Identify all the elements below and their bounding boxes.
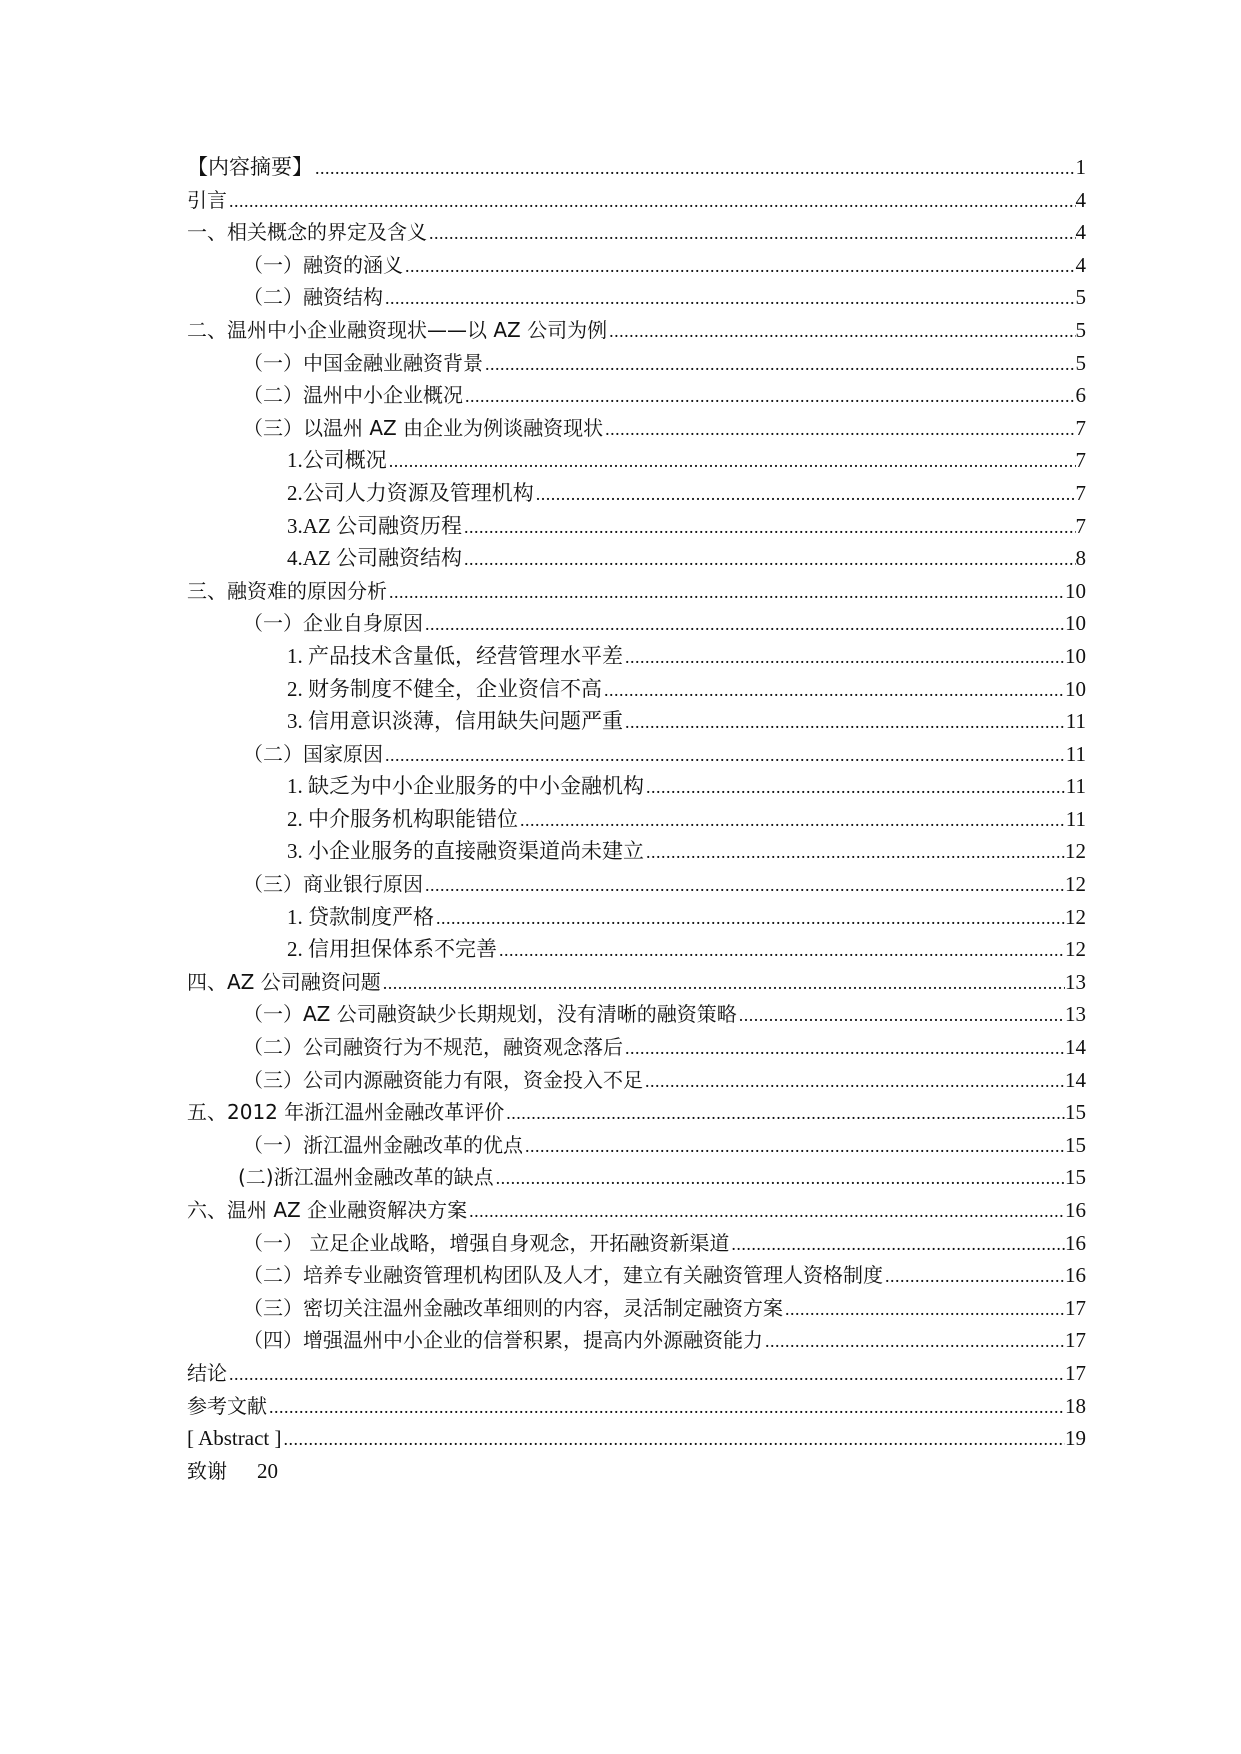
toc-entry-page-number: 15: [1065, 1165, 1086, 1190]
toc-entry[interactable]: [187, 1064, 1086, 1097]
dot-leader: [883, 1260, 1065, 1293]
toc-entry[interactable]: [187, 216, 1086, 249]
dot-leader: [644, 836, 1065, 869]
toc-entry-title: 二、温州中小企业融资现状——以 AZ 公司为例: [187, 317, 608, 342]
dot-leader: [467, 1195, 1065, 1228]
toc-entry-title: 【内容摘要】: [187, 155, 313, 179]
toc-entry-page-number: 4: [1075, 252, 1086, 277]
toc-entry-title: 引言: [187, 187, 227, 212]
dot-leader: [383, 739, 1066, 772]
toc-entry-title: [ Abstract ]: [187, 1426, 282, 1451]
dot-leader: [423, 608, 1065, 641]
toc-entry-page-number: 7: [1075, 415, 1086, 440]
dot-leader: [623, 641, 1065, 674]
toc-entry-page-number: 6: [1075, 383, 1086, 408]
toc-entry-title: 一、相关概念的界定及含义: [187, 220, 427, 245]
dot-leader: [602, 674, 1065, 707]
toc-entry[interactable]: [187, 705, 1086, 738]
dot-leader: [534, 478, 1076, 511]
dot-leader: [607, 315, 1075, 348]
toc-entry[interactable]: [187, 379, 1086, 412]
toc-entry[interactable]: [187, 281, 1086, 314]
toc-entry-page-number: 1: [1075, 155, 1086, 179]
toc-entry-title: （二）融资结构: [243, 285, 383, 310]
toc-entry-page-number: 4: [1075, 187, 1086, 212]
toc-entry[interactable]: [187, 1129, 1086, 1162]
toc-entry-page-number: 5: [1075, 285, 1086, 310]
toc-entry-page-number: 17: [1065, 1328, 1086, 1353]
toc-entry-title: （二）国家原因: [243, 741, 383, 766]
toc-entry-title: （四）增强温州中小企业的信誉积累，提高内外源融资能力: [243, 1328, 763, 1353]
toc-entry[interactable]: [187, 314, 1086, 347]
toc-entry[interactable]: [187, 1096, 1086, 1129]
dot-leader: [623, 1032, 1065, 1065]
toc-entry[interactable]: [187, 412, 1086, 445]
dot-leader: [623, 706, 1066, 739]
toc-entry-title: （二）温州中小企业概况: [243, 383, 463, 408]
toc-entry-page-number: 11: [1065, 774, 1086, 799]
dot-leader: [729, 1228, 1065, 1261]
toc-entry[interactable]: [187, 1227, 1086, 1260]
toc-entry-page-number: 12: [1065, 872, 1086, 897]
toc-entry[interactable]: [187, 933, 1086, 966]
toc-entry[interactable]: [187, 151, 1086, 184]
toc-entry-acknowledgements[interactable]: [187, 1455, 1086, 1488]
dot-leader: [497, 934, 1065, 967]
toc-entry-page-number: 10: [1065, 578, 1086, 603]
toc-entry-page-number: 12: [1065, 937, 1086, 962]
toc-entry[interactable]: [187, 184, 1086, 217]
toc-entry-title: 2.公司人力资源及管理机构: [287, 480, 534, 505]
dot-leader: [504, 1097, 1065, 1130]
toc-entry-page-number: 20: [257, 1458, 278, 1483]
toc-entry-page-number: 19: [1065, 1426, 1086, 1451]
toc-entry[interactable]: [187, 477, 1086, 510]
toc-entry-page-number: 15: [1065, 1132, 1086, 1157]
toc-entry-title: （三）商业银行原因: [243, 872, 423, 897]
dot-leader: [644, 771, 1066, 804]
toc-entry-title: （一）浙江温州金融改革的优点: [243, 1132, 523, 1157]
toc-entry[interactable]: [187, 1422, 1086, 1455]
dot-leader: [603, 413, 1075, 446]
toc-entry[interactable]: [187, 1031, 1086, 1064]
toc-entry-page-number: 10: [1065, 676, 1086, 701]
dot-leader: [763, 1325, 1065, 1358]
toc-entry-title: 六、温州 AZ 企业融资解决方案: [187, 1198, 468, 1222]
toc-entry-page-number: 14: [1065, 1067, 1086, 1092]
toc-entry[interactable]: [187, 510, 1086, 543]
toc-entry-title: 1. 缺乏为中小企业服务的中小金融机构: [287, 774, 644, 799]
toc-entry[interactable]: [187, 444, 1086, 477]
dot-leader: [227, 185, 1076, 218]
dot-leader: [434, 902, 1065, 935]
dot-leader: [387, 576, 1065, 609]
toc-entry-title: 1. 贷款制度严格: [287, 904, 434, 929]
toc-entry-page-number: 7: [1075, 448, 1086, 473]
toc-entry-title: 1. 产品技术含量低，经营管理水平差: [287, 643, 623, 668]
toc-entry-title: （一）企业自身原因: [243, 611, 423, 636]
toc-entry-title: （一）融资的涵义: [243, 252, 403, 277]
toc-entry-page-number: 13: [1065, 969, 1086, 994]
toc-entry-title: 4.AZ 公司融资结构: [287, 546, 462, 571]
toc-entry[interactable]: [187, 1259, 1086, 1292]
dot-leader: [403, 250, 1076, 283]
toc-entry-page-number: 5: [1075, 350, 1086, 375]
toc-entry-page-number: 5: [1075, 317, 1086, 342]
dot-leader: [518, 804, 1066, 837]
toc-entry[interactable]: [187, 1292, 1086, 1325]
toc-entry-page-number: 17: [1065, 1295, 1086, 1320]
toc-entry-title: 3. 信用意识淡薄，信用缺失问题严重: [287, 709, 623, 734]
toc-entry-page-number: 15: [1065, 1100, 1086, 1125]
toc-entry-page-number: 7: [1075, 513, 1086, 538]
toc-entry-title: 3.AZ 公司融资历程: [287, 513, 462, 538]
toc-entry[interactable]: [187, 607, 1086, 640]
toc-entry-page-number: 10: [1065, 611, 1086, 636]
dot-leader: [227, 1358, 1065, 1391]
toc-entry[interactable]: [187, 1161, 1086, 1194]
dot-leader: [523, 1130, 1065, 1163]
dot-leader: [281, 1423, 1065, 1456]
toc-entry[interactable]: [187, 673, 1086, 706]
toc-entry-title: 四、AZ 公司融资问题: [187, 969, 381, 994]
toc-entry-title: 五、2012 年浙江温州金融改革评价: [187, 1100, 505, 1125]
dot-leader: [381, 967, 1065, 1000]
dot-leader: [462, 511, 1076, 544]
toc-entry[interactable]: [187, 835, 1086, 868]
toc-entry[interactable]: [187, 640, 1086, 673]
toc-entry-page-number: 12: [1065, 839, 1086, 864]
toc-entry-title: 结论: [187, 1360, 227, 1385]
toc-entry-title: （二）公司融资行为不规范，融资观念落后: [243, 1035, 623, 1060]
toc-entry-title: 致谢: [187, 1458, 227, 1483]
toc-entry-title: 2. 财务制度不健全，企业资信不高: [287, 676, 602, 701]
toc-entry-title: 3. 小企业服务的直接融资渠道尚未建立: [287, 839, 644, 864]
toc-entry[interactable]: [187, 868, 1086, 901]
toc-entry[interactable]: [187, 803, 1086, 836]
toc-entry-page-number: 11: [1065, 709, 1086, 734]
dot-leader: [483, 348, 1076, 381]
dot-leader: [313, 152, 1076, 185]
toc-entry-page-number: 14: [1065, 1035, 1086, 1060]
dot-leader: [267, 1391, 1065, 1424]
dot-leader: [423, 869, 1065, 902]
toc-entry-page-number: 16: [1065, 1230, 1086, 1255]
dot-leader: [383, 282, 1076, 315]
toc-entry-title: （三）公司内源融资能力有限，资金投入不足: [243, 1067, 643, 1092]
toc-entry-page-number: 12: [1065, 904, 1086, 929]
dot-leader: [737, 999, 1065, 1032]
toc-entry-page-number: 17: [1065, 1360, 1086, 1385]
dot-leader: [463, 380, 1076, 413]
toc-entry[interactable]: [187, 347, 1086, 380]
toc-entry[interactable]: [187, 966, 1086, 999]
toc-entry-title: （三）密切关注温州金融改革细则的内容，灵活制定融资方案: [243, 1295, 783, 1320]
toc-entry-title: 1.公司概况: [287, 448, 387, 473]
toc-entry-page-number: 8: [1075, 546, 1086, 571]
toc-entry-title: （一）中国金融业融资背景: [243, 350, 483, 375]
toc-entry-page-number: 16: [1065, 1198, 1086, 1222]
toc-entry-page-number: 16: [1065, 1263, 1086, 1288]
toc-entry[interactable]: [187, 1194, 1086, 1227]
dot-leader: [494, 1162, 1065, 1195]
toc-entry-page-number: 4: [1075, 220, 1086, 245]
toc-entry-page-number: 10: [1065, 643, 1086, 668]
toc-entry-title: （一） 立足企业战略，增强自身观念，开拓融资新渠道: [243, 1230, 730, 1255]
toc-entry-title: (二)浙江温州金融改革的缺点: [238, 1165, 494, 1190]
toc-entry[interactable]: [187, 770, 1086, 803]
toc-entry-title: 三、融资难的原因分析: [187, 578, 387, 603]
toc-entry-title: （二）培养专业融资管理机构团队及人才，建立有关融资管理人资格制度: [243, 1263, 883, 1288]
toc-entry[interactable]: [187, 738, 1086, 771]
toc-entry-page-number: 13: [1065, 1002, 1086, 1027]
toc-entry[interactable]: [187, 542, 1086, 575]
dot-leader: [427, 217, 1076, 250]
toc-entry-page-number: 7: [1075, 480, 1086, 505]
table-of-contents: [187, 151, 1086, 1487]
dot-leader: [462, 543, 1076, 576]
toc-entry[interactable]: [187, 249, 1086, 282]
toc-entry[interactable]: [187, 1324, 1086, 1357]
toc-entry[interactable]: [187, 1390, 1086, 1423]
toc-entry-title: （一）AZ 公司融资缺少长期规划，没有清晰的融资策略: [243, 1002, 737, 1027]
dot-leader: [783, 1293, 1065, 1326]
toc-entry[interactable]: [187, 901, 1086, 934]
toc-entry-title: 参考文献: [187, 1393, 267, 1418]
toc-entry-title: 2. 信用担保体系不完善: [287, 937, 497, 962]
toc-entry-page-number: 11: [1065, 806, 1086, 831]
toc-entry-page-number: 11: [1065, 741, 1086, 766]
dot-leader: [643, 1065, 1065, 1098]
toc-entry[interactable]: [187, 1357, 1086, 1390]
toc-entry-page-number: 18: [1065, 1393, 1086, 1418]
toc-entry-title: 2. 中介服务机构职能错位: [287, 806, 518, 831]
toc-entry[interactable]: [187, 575, 1086, 608]
toc-entry[interactable]: [187, 998, 1086, 1031]
toc-entry-title: （三）以温州 AZ 由企业为例谈融资现状: [243, 415, 604, 440]
dot-leader: [387, 445, 1076, 478]
